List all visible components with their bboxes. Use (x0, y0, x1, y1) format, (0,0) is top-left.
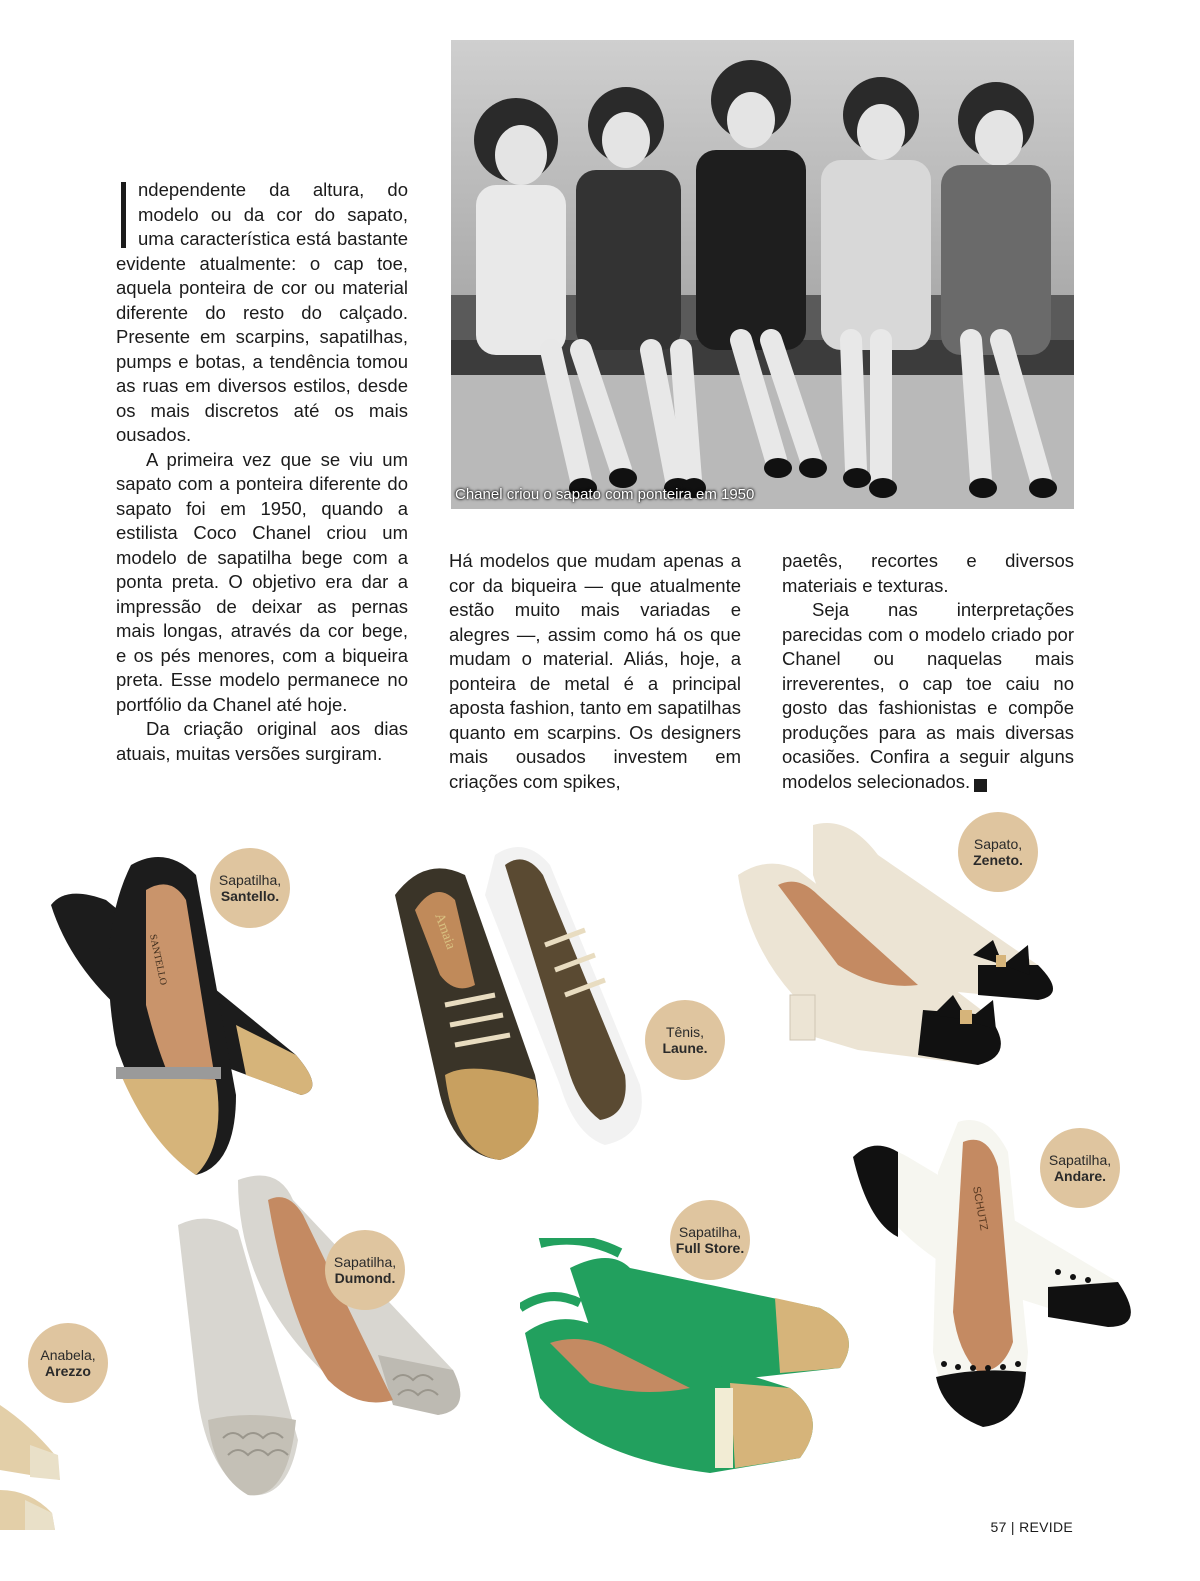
drop-cap (116, 182, 130, 248)
product-badge-fullstore (670, 1200, 750, 1280)
product-type: Sapato, (973, 836, 1023, 852)
product-brand: Laune. (662, 1040, 708, 1056)
andare-logo: SCHUTZ (970, 1185, 990, 1232)
product-badge-laune (645, 1000, 725, 1080)
product-type: Anabela, (40, 1347, 96, 1363)
product-brand: Andare. (1053, 1168, 1107, 1184)
santello-logo: SANTELLO (147, 933, 169, 987)
arezzo-shoe-image (0, 1395, 60, 1535)
product-type: Sapatilha, (218, 872, 282, 888)
product-type: Sapatilha, (333, 1254, 397, 1270)
product-badge-dumond (325, 1230, 405, 1310)
laune-logo: Amaia (431, 911, 459, 952)
product-type: Sapatilha, (1048, 1152, 1112, 1168)
product-badge-santello (210, 848, 290, 928)
page-footer (991, 1519, 1073, 1535)
article-column-3 (782, 549, 1074, 794)
photo-caption: Chanel criou o sapato com ponteira em 1950 (455, 486, 755, 503)
footer-separator: | (1010, 1519, 1015, 1535)
page-number: 57 (990, 1519, 1007, 1535)
end-mark-icon: r (974, 779, 987, 792)
laune-sneaker-image (385, 835, 655, 1170)
product-brand: Zeneto. (973, 852, 1023, 868)
paragraph-5: paetês, recortes e diversos materiais e texturas. (782, 550, 1074, 596)
product-type: Tênis, (665, 1024, 705, 1040)
chanel-historic-photo (451, 40, 1074, 509)
dumond-shoe-image (178, 1170, 463, 1500)
product-badge-arezzo (28, 1323, 108, 1403)
product-badge-andare (1040, 1128, 1120, 1208)
paragraph-4: Há modelos que mudam apenas a cor da biqueira — que atualmente estão muito mais variadas e alegres —, assim como há os que mudam o material. Aliás, hoje, a ponteira de metal é a principal aposta fashion, tanto em sapatilhas quanto em scarpins. Os designers mais ousados investem em criações com spikes, (449, 550, 741, 792)
product-brand: Arezzo (45, 1363, 91, 1379)
product-brand: Full Store. (675, 1240, 745, 1256)
article-column-1 (116, 178, 408, 766)
product-type: Sapatilha, (678, 1224, 742, 1240)
paragraph-1: ndependente da altura, do modelo ou da cor do sapato, uma característica está bastante evidente atualmente: o cap toe, aquela ponteira de cor ou material diferente do resto do calçado. Presente em scarpins, sapatilhas, pumps e botas, a tendência tomou as ruas em diversos estilos, desde os mais discretos até os mais ousados. (116, 179, 408, 445)
photo-illustration (451, 40, 1074, 509)
paragraph-3: Da criação original aos dias atuais, muitas versões surgiram. (116, 718, 408, 764)
product-badge-zeneto (958, 812, 1038, 892)
product-brand: Dumond. (334, 1270, 396, 1286)
product-brand: Santello. (220, 888, 280, 904)
paragraph-6: Seja nas interpretações parecidas com o modelo criado por Chanel ou naquelas mais irreverentes, o cap toe caiu no gosto das fashionistas e compõe produções para as mais diversas ocasiões. Confira a seguir alguns modelos selecionados. r (782, 599, 1074, 792)
paragraph-2: A primeira vez que se viu um sapato com a ponteira diferente do sapato foi em 1950, quando a estilista Coco Chanel criou um modelo de sapatilha bege com a ponta preta. O objetivo era dar a impressão de deixar as pernas mais longas, através da cor bege, e os pés menores, com a biqueira preta. Esse modelo permanece no portfólio da Chanel até hoje. (116, 448, 408, 715)
article-column-2 (449, 549, 741, 794)
santello-shoe-image (46, 845, 336, 1180)
magazine-name: REVIDE (1019, 1519, 1073, 1535)
